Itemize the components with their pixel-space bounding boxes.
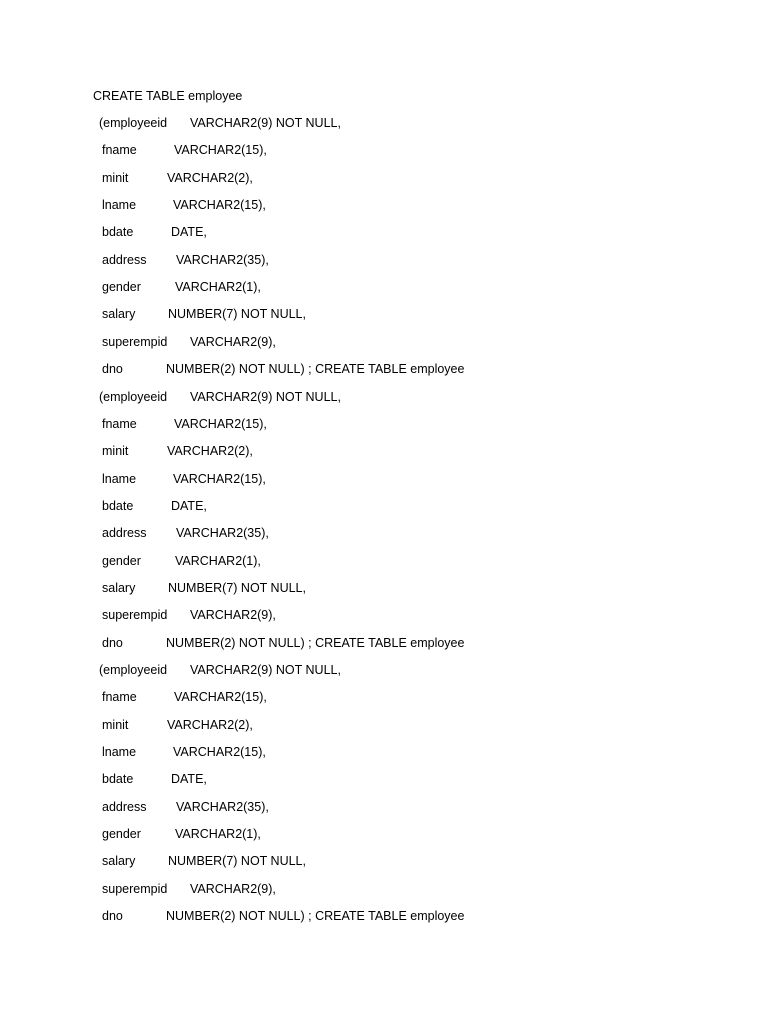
column-type: NUMBER(7) NOT NULL, — [168, 307, 306, 321]
column-type: VARCHAR2(9) NOT NULL, — [190, 663, 341, 677]
column-name: lname — [102, 198, 137, 212]
column-type: VARCHAR2(15), — [173, 472, 266, 486]
column-name: lname — [102, 745, 137, 759]
column-name: salary — [102, 307, 136, 321]
column-type: DATE, — [171, 772, 207, 786]
column-type: VARCHAR2(9), — [190, 882, 276, 896]
column-name: fname — [102, 690, 137, 704]
column-type: NUMBER(2) NOT NULL) ; CREATE TABLE employee — [166, 636, 465, 650]
column-type: VARCHAR2(15), — [174, 143, 267, 157]
column-name: salary — [102, 581, 136, 595]
column-type: VARCHAR2(2), — [167, 171, 253, 185]
column-name: lname — [102, 472, 137, 486]
column-name: dno — [102, 362, 123, 376]
column-name: superempid — [102, 608, 168, 622]
column-name: dno — [102, 909, 123, 923]
column-type: NUMBER(7) NOT NULL, — [168, 581, 306, 595]
column-name: address — [102, 526, 147, 540]
column-name: (employeeid — [99, 116, 168, 130]
column-name: superempid — [102, 882, 168, 896]
column-type: VARCHAR2(35), — [176, 526, 269, 540]
column-name: superempid — [102, 335, 168, 349]
column-type: VARCHAR2(15), — [174, 417, 267, 431]
column-name: minit — [102, 171, 129, 185]
column-name: bdate — [102, 499, 134, 513]
column-name: dno — [102, 636, 123, 650]
column-type: VARCHAR2(1), — [175, 554, 261, 568]
column-name: gender — [102, 280, 141, 294]
column-type: VARCHAR2(15), — [173, 198, 266, 212]
column-name: (employeeid — [99, 390, 168, 404]
column-type: VARCHAR2(1), — [175, 280, 261, 294]
column-type: VARCHAR2(35), — [176, 253, 269, 267]
column-name: minit — [102, 444, 129, 458]
column-type: VARCHAR2(9) NOT NULL, — [190, 390, 341, 404]
column-type: VARCHAR2(9) NOT NULL, — [190, 116, 341, 130]
column-type: DATE, — [171, 225, 207, 239]
column-type: VARCHAR2(35), — [176, 800, 269, 814]
column-name: bdate — [102, 225, 134, 239]
column-type: VARCHAR2(2), — [167, 444, 253, 458]
column-type: VARCHAR2(2), — [167, 718, 253, 732]
column-type: NUMBER(2) NOT NULL) ; CREATE TABLE employee — [166, 909, 465, 923]
column-name: fname — [102, 143, 137, 157]
column-type: VARCHAR2(15), — [174, 690, 267, 704]
column-type: VARCHAR2(1), — [175, 827, 261, 841]
column-type: VARCHAR2(9), — [190, 335, 276, 349]
column-name: gender — [102, 554, 141, 568]
column-type: NUMBER(7) NOT NULL, — [168, 854, 306, 868]
column-type: NUMBER(2) NOT NULL) ; CREATE TABLE employee — [166, 362, 465, 376]
column-name: fname — [102, 417, 137, 431]
column-name: salary — [102, 854, 136, 868]
column-type: VARCHAR2(15), — [173, 745, 266, 759]
column-name: gender — [102, 827, 141, 841]
title-text: CREATE TABLE employee — [93, 89, 243, 103]
column-name: address — [102, 800, 147, 814]
column-name: address — [102, 253, 147, 267]
column-name: bdate — [102, 772, 134, 786]
column-name: minit — [102, 718, 129, 732]
column-type: VARCHAR2(9), — [190, 608, 276, 622]
column-type: DATE, — [171, 499, 207, 513]
column-name: (employeeid — [99, 663, 168, 677]
